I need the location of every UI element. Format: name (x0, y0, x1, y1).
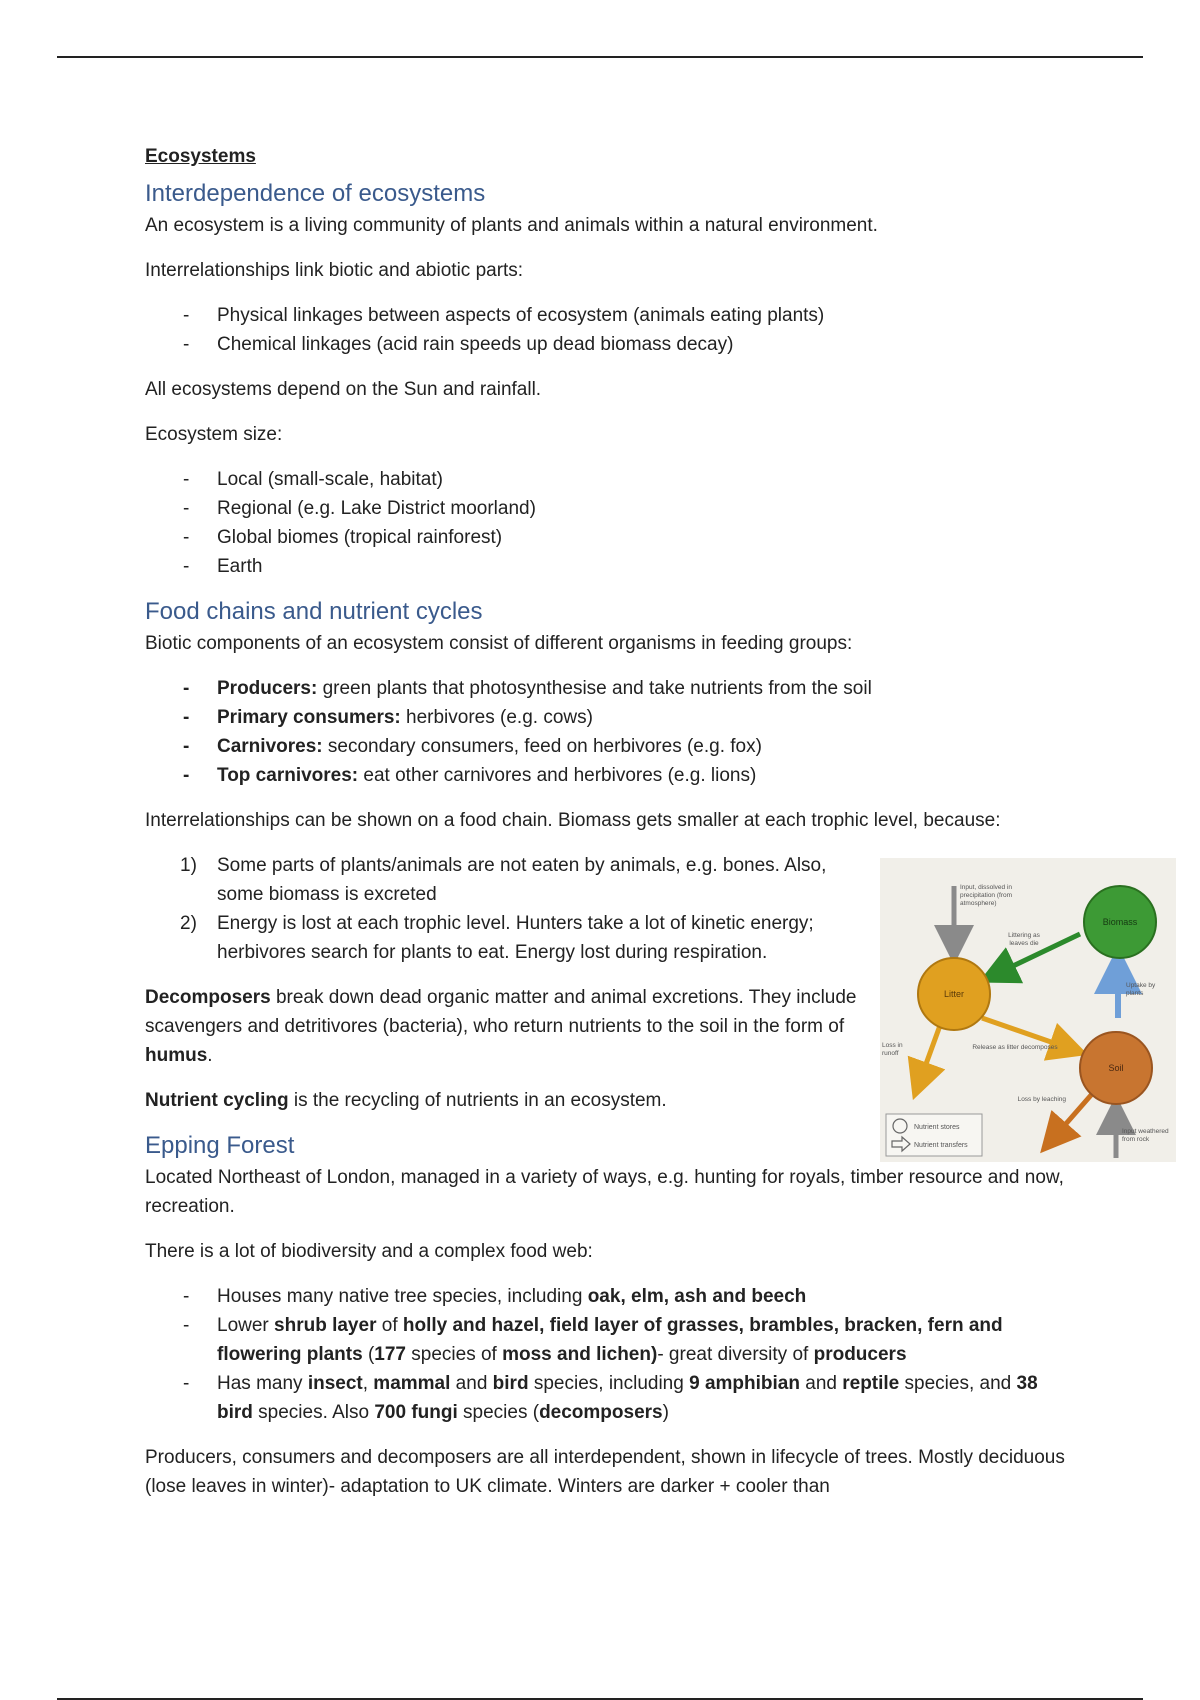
paragraph: There is a lot of biodiversity and a complex food web: (145, 1241, 593, 1262)
nutrient-cycle-svg (880, 858, 1176, 1162)
linkages-list (145, 301, 1065, 359)
heading-epping-forest: Epping Forest (145, 1132, 295, 1159)
term: Top carnivores: (217, 765, 359, 786)
soil-label: Soil (1108, 1063, 1124, 1073)
term: Producers: (217, 678, 318, 699)
text: Houses many native tree species, including (217, 1286, 588, 1307)
text: break down dead organic matter and animal excretions. They include scavengers and detritivores (bacteria), who return nutrients to the soil in the form of (145, 987, 857, 1037)
runoff-arrow (918, 1020, 942, 1086)
term: Decomposers (145, 987, 271, 1008)
document-title: Ecosystems (145, 146, 256, 167)
list-item (145, 1369, 1065, 1427)
list-item: - Regional (e.g. Lake District moorland) (145, 494, 1065, 523)
paragraph: Interrelationships can be shown on a food chain. Biomass gets smaller at each trophic level, because: (145, 810, 1001, 831)
text: species. Also (252, 1402, 375, 1423)
definition: eat other carnivores and herbivores (e.g. lions) (358, 765, 757, 786)
definition: secondary consumers, feed on herbivores (e.g. fox) (322, 736, 762, 757)
text: and (799, 1373, 843, 1394)
paragraph: Located Northeast of London, managed in a variety of ways, e.g. hunting for royals, timber resource and now, recreation. (145, 1167, 1064, 1217)
nutrient-cycle-diagram (880, 858, 1176, 1162)
term: Primary consumers: (217, 707, 401, 728)
term: 9 amphibian (689, 1373, 800, 1394)
paragraph: Ecosystem size: (145, 424, 283, 445)
list-item (145, 732, 1065, 761)
text: ( (362, 1344, 375, 1365)
text: and (450, 1373, 493, 1394)
heading-food-chains: Food chains and nutrient cycles (145, 598, 483, 625)
list-item (145, 909, 865, 967)
term: Carnivores: (217, 736, 323, 757)
text: species, and (899, 1373, 1017, 1394)
decomposers-paragraph (145, 983, 865, 1070)
paragraph: Interrelationships link biotic and abiotic parts: (145, 260, 524, 281)
text: Has many (217, 1373, 308, 1394)
feeding-groups-list (145, 674, 1065, 790)
litterfall-label: Littering as leaves die (1008, 932, 1040, 947)
term: 177 (374, 1344, 406, 1365)
reasons-list (145, 851, 865, 967)
list-text: Some parts of plants/animals are not eaten by animals, e.g. bones. Also, some biomass is excreted (217, 855, 827, 905)
uptake-label: Uptake by plants (1126, 982, 1156, 997)
paragraph: All ecosystems depend on the Sun and rainfall. (145, 379, 542, 400)
list-number: 2) (180, 913, 197, 934)
biomass-label: Biomass (1102, 917, 1138, 927)
input-label: Input, dissolved in precipitation (from atmosphere) (960, 884, 1013, 907)
list-text: Energy is lost at each trophic level. Hunters take a lot of kinetic energy; herbivores search for plants to eat. Energy lost during respiration. (217, 913, 814, 963)
term: decomposers (539, 1402, 663, 1423)
document-body (145, 142, 1065, 1517)
list-item (145, 1282, 1065, 1311)
text: species, including (528, 1373, 690, 1394)
term: 700 fungi (374, 1402, 458, 1423)
definition: green plants that photosynthesise and take nutrients from the soil (317, 678, 872, 699)
paragraph: Biotic components of an ecosystem consist of different organisms in feeding groups: (145, 633, 853, 654)
term: moss and lichen) (502, 1344, 658, 1365)
list-item: - Earth (145, 552, 1065, 581)
term: producers (813, 1344, 907, 1365)
nutrient-cycling-paragraph (145, 1086, 865, 1115)
list-item: - Chemical linkages (acid rain speeds up dead biomass decay) (145, 330, 1065, 359)
list-item (145, 1311, 1065, 1369)
term: bird (492, 1373, 529, 1394)
term: Nutrient cycling (145, 1090, 289, 1111)
release-label: Release as litter decomposes (972, 1044, 1058, 1051)
text: is the recycling of nutrients in an ecosystem. (288, 1090, 667, 1111)
biodiversity-list (145, 1282, 1065, 1427)
text: of (376, 1315, 403, 1336)
term: insect (307, 1373, 363, 1394)
term: 38 bird (217, 1373, 1038, 1423)
definition: herbivores (e.g. cows) (400, 707, 593, 728)
runoff-label: Loss in runoff (882, 1042, 903, 1057)
legend-transfer-label: Nutrient transfers (914, 1142, 968, 1149)
ecosystem-size-list (145, 465, 1065, 581)
text: ) (662, 1402, 669, 1423)
list-item (145, 851, 865, 909)
list-item: - Local (small-scale, habitat) (145, 465, 1065, 494)
term: mammal (373, 1373, 451, 1394)
term: humus (145, 1045, 208, 1066)
term: reptile (842, 1373, 900, 1394)
litter-label: Litter (943, 989, 965, 999)
paragraph: Producers, consumers and decomposers are all interdependent, shown in lifecycle of trees. Mostly deciduous (lose leaves in winter)- adaptation to UK climate. Winters are darker + cooler than (145, 1447, 1065, 1497)
legend-store-label: Nutrient stores (914, 1124, 960, 1131)
paragraph: An ecosystem is a living community of plants and animals within a natural environment. (145, 215, 878, 236)
term: shrub layer (274, 1315, 377, 1336)
text: Lower (217, 1315, 275, 1336)
text: , (362, 1373, 374, 1394)
term: oak, elm, ash and beech (587, 1286, 807, 1307)
header-rule (57, 56, 1143, 58)
legend-box (886, 1114, 982, 1156)
list-number: 1) (180, 855, 197, 876)
list-item (145, 761, 1065, 790)
term: holly and hazel, field layer of grasses, brambles, bracken, fern and flowering plants (217, 1315, 1003, 1365)
list-item (145, 674, 1065, 703)
heading-interdependence: Interdependence of ecosystems (145, 180, 486, 207)
text: . (207, 1045, 213, 1066)
weathering-label: Input weathered from rock (1122, 1128, 1169, 1143)
leaching-label: Loss by leaching (1017, 1096, 1066, 1103)
list-item: - Physical linkages between aspects of ecosystem (animals eating plants) (145, 301, 1065, 330)
list-item (145, 703, 1065, 732)
list-item: - Global biomes (tropical rainforest) (145, 523, 1065, 552)
text: - great diversity of (657, 1344, 814, 1365)
text: species of (406, 1344, 503, 1365)
text: species ( (457, 1402, 540, 1423)
